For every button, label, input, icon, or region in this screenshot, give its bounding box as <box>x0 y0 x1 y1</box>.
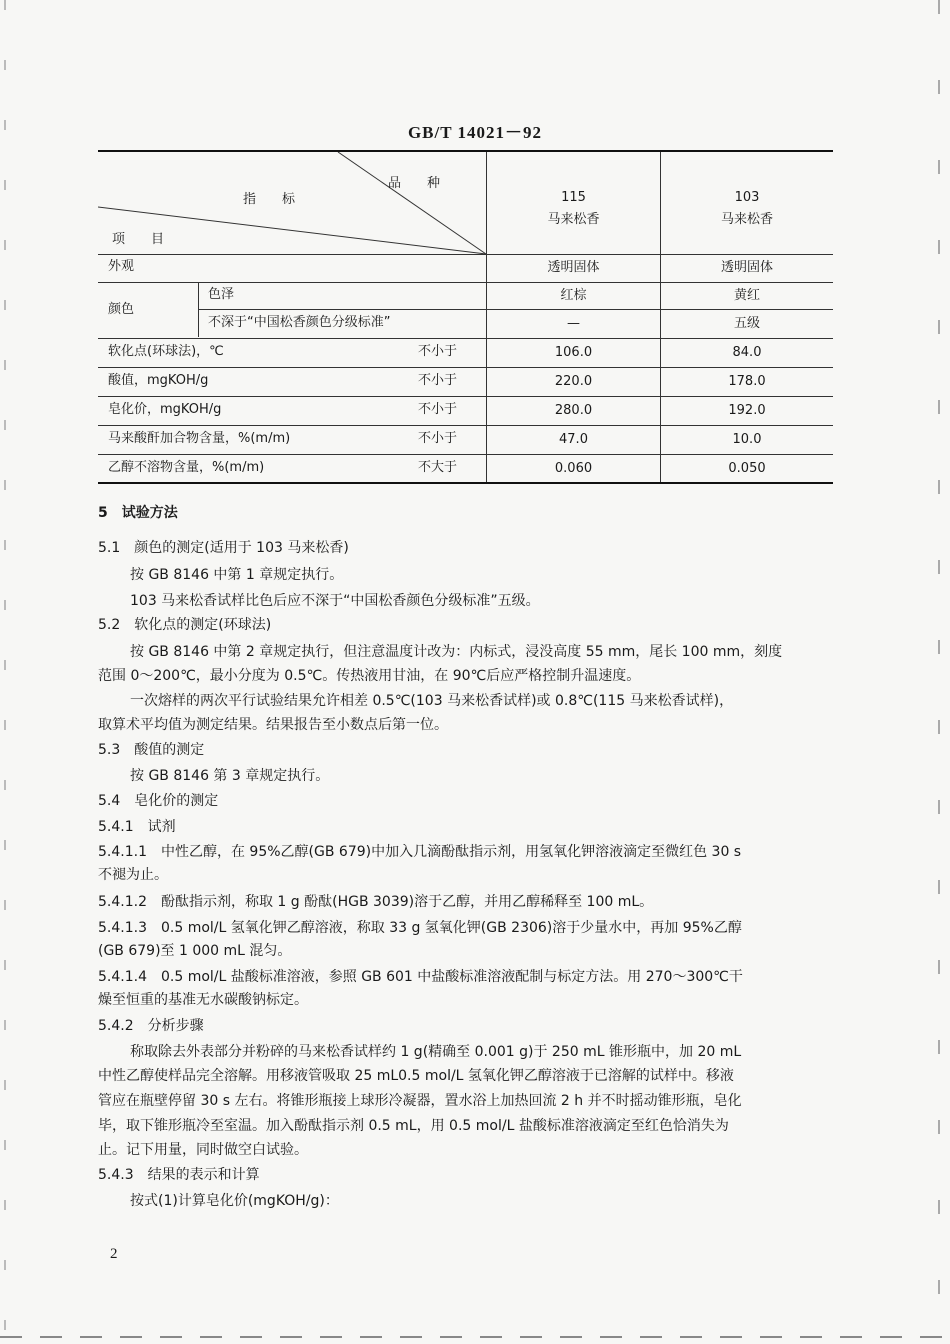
paragraph-line: 按 GB 8146 中第 2 章规定执行，但注意温度计改为：内标式，浸没高度 55 mm，尾长 100 mm，刻度 <box>130 644 783 660</box>
row-value-115: 47.0 <box>559 432 588 447</box>
paragraph-line: (GB 679)至 1 000 mL 混匀。 <box>98 943 292 959</box>
subsection-heading: 5.1 颜色的测定(适用于 103 马来松香) <box>98 540 349 556</box>
corner-variety-label: 品 种 <box>388 176 441 191</box>
row-value-103: 透明固体 <box>720 260 773 275</box>
row-label: 软化点(环球法)，℃ <box>108 344 224 359</box>
table-row-divider <box>98 425 833 426</box>
row-value-103: 178.0 <box>728 374 766 389</box>
paragraph-line: 按 GB 8146 第 3 章规定执行。 <box>130 768 330 784</box>
row-value-103: 黄红 <box>733 288 760 303</box>
row-value-115: 220.0 <box>554 374 593 389</box>
table-row-divider <box>198 309 833 310</box>
row-label: 酸值，mgKOH/g <box>108 373 209 388</box>
paragraph-line: 按式(1)计算皂化价(mgKOH/g)： <box>130 1193 339 1209</box>
row-label: 皂化价，mgKOH/g <box>108 402 222 417</box>
column-header-code: 103 <box>734 190 760 205</box>
row-value-115: — <box>567 316 580 331</box>
column-header-name: 马来松香 <box>720 212 773 227</box>
scan-bottom-edge <box>0 1336 950 1338</box>
row-limit: 不小于 <box>418 431 458 446</box>
row-label: 外观 <box>108 259 135 274</box>
row-sub-label: 不深于“中国松香颜色分级标准” <box>208 315 391 330</box>
paragraph-line: 103 马来松香试样比色后应不深于“中国松香颜色分级标准”五级。 <box>130 593 540 609</box>
standard-header: GB/T 14021－92 <box>407 123 543 142</box>
paragraph-line: 燥至恒重的基准无水碳酸钠标定。 <box>98 992 308 1008</box>
scan-margin-right <box>938 0 940 1344</box>
row-value-103: 五级 <box>733 316 760 331</box>
corner-indicator-label: 指 标 <box>243 192 296 207</box>
column-header-code: 115 <box>561 190 586 205</box>
corner-item-label: 项 目 <box>112 232 165 247</box>
table-row-divider <box>98 367 833 368</box>
row-value-115: 红棕 <box>560 288 587 303</box>
row-value-115: 106.0 <box>554 345 593 360</box>
row-value-115: 280.0 <box>554 403 593 418</box>
row-value-103: 0.050 <box>728 461 766 476</box>
paragraph-line: 止。记下用量，同时做空白试验。 <box>98 1142 308 1158</box>
row-limit: 不小于 <box>418 402 458 417</box>
table-row-divider <box>98 338 833 339</box>
row-limit: 不大于 <box>418 460 458 475</box>
scan-margin-left <box>4 0 6 1344</box>
row-sub-label: 色泽 <box>208 287 235 302</box>
table-row-divider <box>98 282 833 283</box>
page-number: 2 <box>110 1246 118 1262</box>
paragraph-line: 不褪为止。 <box>98 867 168 883</box>
subsection-heading: 5.2 软化点的测定(环球法) <box>98 617 272 633</box>
row-value-103: 10.0 <box>732 432 762 447</box>
table-bottom-rule <box>98 482 833 484</box>
paragraph-line: 中性乙醇使样品完全溶解。用移液管吸取 25 mL0.5 mol/L 氢氧化钾乙醇溶液于已溶解的试样中。移液 <box>98 1068 734 1084</box>
paragraph-line: 管应在瓶壁停留 30 s 左右。将锥形瓶接上球形冷凝器，置水浴上加热回流 2 h 并不时摇动锥形瓶，皂化 <box>98 1093 742 1109</box>
row-label: 颜色 <box>108 302 135 317</box>
paragraph-line: 5.4.1.3 0.5 mol/L 氢氧化钾乙醇溶液，称取 33 g 氢氧化钾(GB 2306)溶于少量水中，再加 95%乙醇 <box>98 920 742 936</box>
row-limit: 不小于 <box>418 344 458 359</box>
paragraph-line: 5.4.1.1 中性乙醇，在 95%乙醇(GB 679)中加入几滴酚酞指示剂，用氢氧化钾溶液滴定至微红色 30 s <box>98 844 742 860</box>
table-row-divider <box>98 396 833 397</box>
paragraph-line: 取算术平均值为测定结果。结果报告至小数点后第一位。 <box>98 717 448 733</box>
row-label: 乙醇不溶物含量，%(m/m) <box>108 460 265 475</box>
paragraph-line: 5.4.1.2 酚酞指示剂，称取 1 g 酚酞(HGB 3039)溶于乙醇，并用乙醇稀释至 100 mL。 <box>98 894 654 910</box>
subsection-heading: 5.3 酸值的测定 <box>98 742 205 758</box>
section-heading: 5 试验方法 <box>98 505 178 521</box>
row-value-115: 透明固体 <box>547 260 600 275</box>
paragraph-line: 范围 0～200℃，最小分度为 0.5℃。传热液用甘油，在 90℃后应严格控制升温速度。 <box>98 668 641 684</box>
subsection-heading: 5.4.1 试剂 <box>98 819 176 835</box>
paragraph-line: 5.4.1.4 0.5 mol/L 盐酸标准溶液，参照 GB 601 中盐酸标准溶液配制与标定方法。用 270～300℃干 <box>98 969 743 985</box>
paragraph-line: 毕，取下锥形瓶冷至室温。加入酚酞指示剂 0.5 mL，用 0.5 mol/L 盐酸标准溶液滴定至红色恰消失为 <box>98 1118 729 1134</box>
subsection-heading: 5.4 皂化价的测定 <box>98 793 219 809</box>
subsection-heading: 5.4.3 结果的表示和计算 <box>98 1167 260 1183</box>
row-value-103: 192.0 <box>728 403 766 418</box>
row-value-103: 84.0 <box>732 345 762 360</box>
row-limit: 不小于 <box>418 373 458 388</box>
row-label: 马来酸酐加合物含量，%(m/m) <box>108 431 291 446</box>
column-header-name: 马来松香 <box>547 212 600 227</box>
paragraph-line: 一次熔样的两次平行试验结果允许相差 0.5℃(103 马来松香试样)或 0.8℃(115 马来松香试样)， <box>130 693 734 709</box>
row-value-115: 0.060 <box>554 461 593 476</box>
table-row-divider <box>98 454 833 455</box>
paragraph-line: 按 GB 8146 中第 1 章规定执行。 <box>130 567 344 583</box>
subsection-heading: 5.4.2 分析步骤 <box>98 1018 204 1034</box>
paragraph-line: 称取除去外表部分并粉碎的马来松香试样约 1 g(精确至 0.001 g)于 250 mL 锥形瓶中，加 20 mL <box>130 1044 742 1060</box>
